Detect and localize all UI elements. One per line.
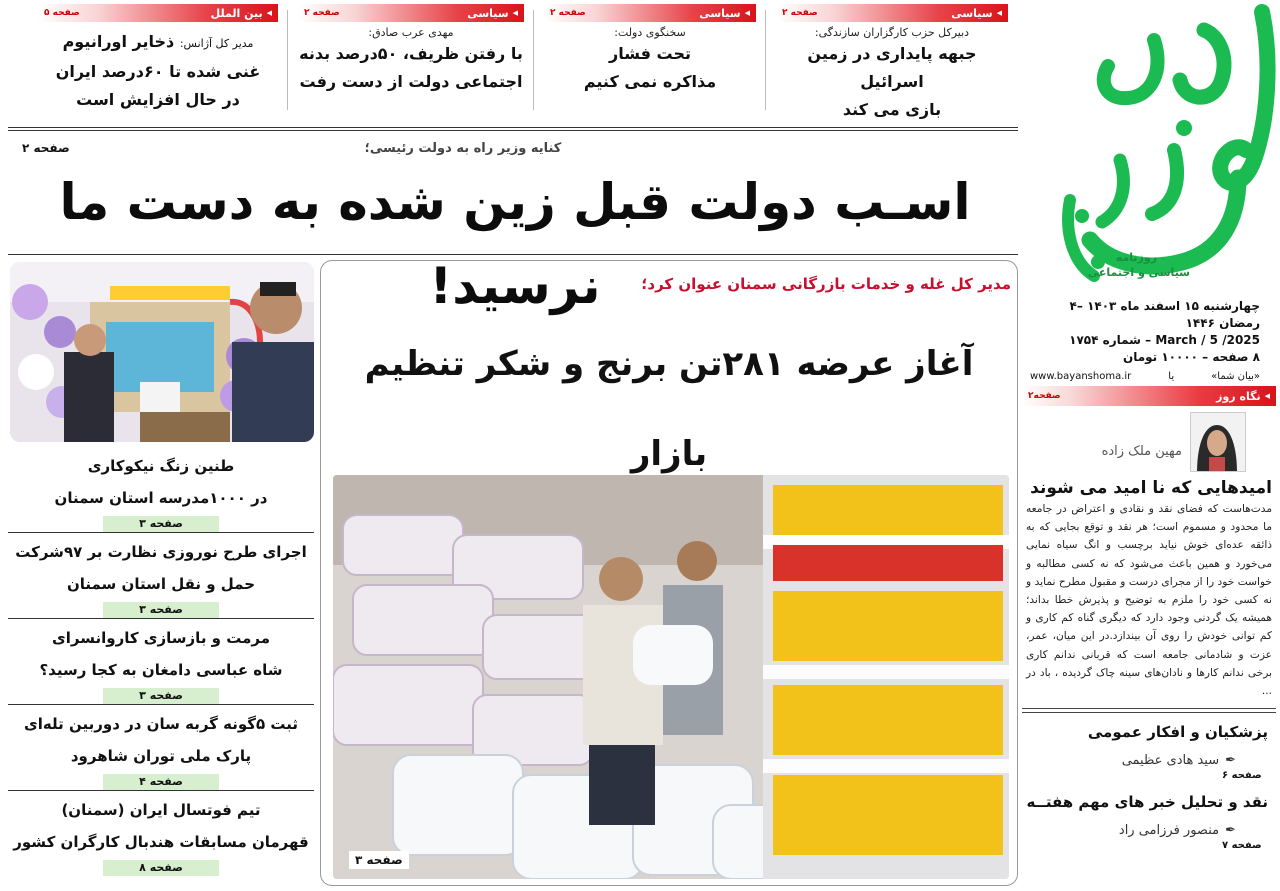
page-ref: صفحه ۲ xyxy=(304,8,340,18)
author-name: مهین ملک زاده xyxy=(1101,444,1182,459)
category-bar xyxy=(544,4,756,22)
page-ref: صفحه ۲ xyxy=(22,141,70,155)
category-bar xyxy=(38,4,278,22)
pen-icon: ✒ xyxy=(1225,823,1236,839)
masthead-info xyxy=(1030,298,1260,385)
issue-number: March / 5 /2025 – شماره ۱۷۵۴ xyxy=(1069,333,1260,347)
opinion-column xyxy=(1022,386,1276,886)
category-label: بین الملل xyxy=(210,6,263,20)
page-ref: صفحه ۸ xyxy=(103,860,219,876)
category-label: سیاسی xyxy=(467,6,509,20)
center-story[interactable] xyxy=(320,260,1018,886)
arrow-left-icon: ◀ xyxy=(744,9,750,17)
left-news-item[interactable]: ثبت ۵گونه گربه سان در دوربین تله‌ای پارک ملی توران شاهرود xyxy=(24,715,298,765)
charity-bell-photo xyxy=(10,262,314,442)
masthead-logo[interactable] xyxy=(1024,0,1280,300)
center-kicker: مدیر کل غله و خدمات بازرگانی سمنان عنوان کرد؛ xyxy=(641,275,1011,293)
left-news-item[interactable]: تیم فوتسال ایران (سمنان) قهرمان مسابقات هندبال کارگران کشور xyxy=(13,801,309,851)
website-link[interactable]: www.bayanshoma.ir xyxy=(1030,371,1132,382)
category-label: سیاسی xyxy=(951,6,993,20)
arrow-left-icon: ◀ xyxy=(996,9,1002,17)
category-bar xyxy=(776,4,1008,22)
category-label: نگاه روز xyxy=(1216,389,1261,403)
story-headline: تحت فشار مذاکره نمی کنیم xyxy=(583,44,717,91)
category-bar xyxy=(1022,386,1276,406)
page-ref: صفحه ۴ xyxy=(103,774,219,790)
note-body: مدت‌هاست که فضای نقد و نقادی و اعتراض در جامعه ما محدود و مسموم است؛ هر نقد و توقع بجایی که به ذائقه عده‌ای خوش نیاید برچسب و انگ سیاه نمایی می‌خورد و همین باعث می‌شود که نه کسی مطالبه و خواست خود را از مجرای درست و مقبول مطرح نماید و نه کسی خود را ملزم به توضیح و پذیرش خطا بداند؛ همیشه یک گردنی وجود دارد که دیگری گناه کم کاری و کم توانی خودش را روی آن بیندازد.در این میان، عمر، عزت و شادمانی جامعه است که قربانی ندانم کاری برخی ندانم کارها و نادان‌های سینه چاک گردیده ، باد در ... xyxy=(1026,503,1272,698)
note-title[interactable]: امیدهایی که نا امید می شوند xyxy=(1030,478,1272,498)
left-news-item[interactable]: طنین زنگ نیکوکاری در ۱۰۰۰مدرسه استان سمنان xyxy=(54,457,268,507)
page-ref: صفحه ۳ xyxy=(103,688,219,704)
logo-ribbon: روزنامه سیاسی و اجتماعی xyxy=(1087,251,1190,279)
column-title[interactable]: نقد و تحلیل خبر های مهم هفتــه xyxy=(1026,793,1268,812)
left-news-column xyxy=(8,262,314,888)
column-byline: ✒ سید هادی عظیمی xyxy=(1121,753,1236,769)
category-label: سیاسی xyxy=(699,6,741,20)
arrow-left-icon: ◀ xyxy=(1264,392,1270,400)
main-headline[interactable]: اسـب دولت قبل زین شده به دست ما نرسید! xyxy=(59,173,971,315)
page-ref: صفحه ۳ xyxy=(103,602,219,618)
top-story-1[interactable] xyxy=(776,4,1008,122)
story-headline: مدیر کل آژانس: ذخایر اورانیوم غنی شده تا ۶۰درصد ایران در حال افزایش است xyxy=(55,32,261,109)
page-ref: صفحه ۷ xyxy=(1222,840,1262,852)
page-ref: صفحه ۲ xyxy=(782,8,818,18)
left-news-item[interactable]: اجرای طرح نوروزی نظارت بر ۹۷شرکت حمل و نقل استان سمنان xyxy=(15,543,307,593)
top-story-3[interactable] xyxy=(298,4,524,122)
story-kicker: دبیرکل حزب کارگزاران سازندگی: xyxy=(814,26,970,39)
column-title[interactable]: پزشکیان و افکار عمومی xyxy=(1087,723,1268,742)
arrow-left-icon: ◀ xyxy=(512,9,518,17)
divider xyxy=(8,127,1018,131)
left-news-item[interactable]: مرمت و بازسازی کاروانسرای شاه عباسی دامغان به کجا رسید؟ xyxy=(39,629,283,679)
issue-price: ۸ صفحه – ۱۰۰۰۰ تومان xyxy=(1122,350,1260,364)
page-ref: صفحه ۶ xyxy=(1222,770,1262,782)
issue-date: چهارشنبه ۱۵ اسفند ماه ۱۴۰۳ –۴ رمضان ۱۴۴۶ xyxy=(1069,299,1260,330)
page-ref: صفحه ۵ xyxy=(44,8,80,18)
main-headline-super xyxy=(8,141,1018,159)
page-ref: صفحه۲ xyxy=(1028,391,1061,401)
top-headlines-strip xyxy=(8,0,1018,126)
arrow-left-icon: ◀ xyxy=(266,9,272,17)
page-ref: صفحه ۳ xyxy=(103,516,219,532)
column-byline: ✒ منصور فرزامی راد xyxy=(1118,823,1236,839)
story-kicker: سخنگوی دولت: xyxy=(614,26,686,39)
super-text: کنایه وزیر راه به دولت رئیسی؛ xyxy=(364,141,562,156)
story-headline: جبهه پایداری در زمین اسرائیل بازی می کند xyxy=(807,44,977,119)
page-ref: صفحه ۳ xyxy=(349,851,409,869)
story-kicker: مهدی عرب صادق: xyxy=(368,26,454,39)
or-text: یا xyxy=(1168,371,1175,382)
alt-name: «بیان شما» xyxy=(1211,371,1260,382)
top-story-2[interactable] xyxy=(544,4,756,122)
category-bar xyxy=(298,4,524,22)
center-headline: آغاز عرضه ۲۸۱تن برنج و شکر تنظیم بازار xyxy=(364,344,974,474)
page-ref: صفحه ۲ xyxy=(550,8,586,18)
top-story-4[interactable] xyxy=(38,4,278,122)
rice-sugar-photo xyxy=(333,475,1009,879)
pen-icon: ✒ xyxy=(1225,753,1236,769)
author-avatar xyxy=(1190,412,1246,472)
divider xyxy=(8,254,1018,257)
story-headline: با رفتن ظریف، ۵۰درصد بدنه اجتماعی دولت از دست رفت xyxy=(299,44,523,91)
